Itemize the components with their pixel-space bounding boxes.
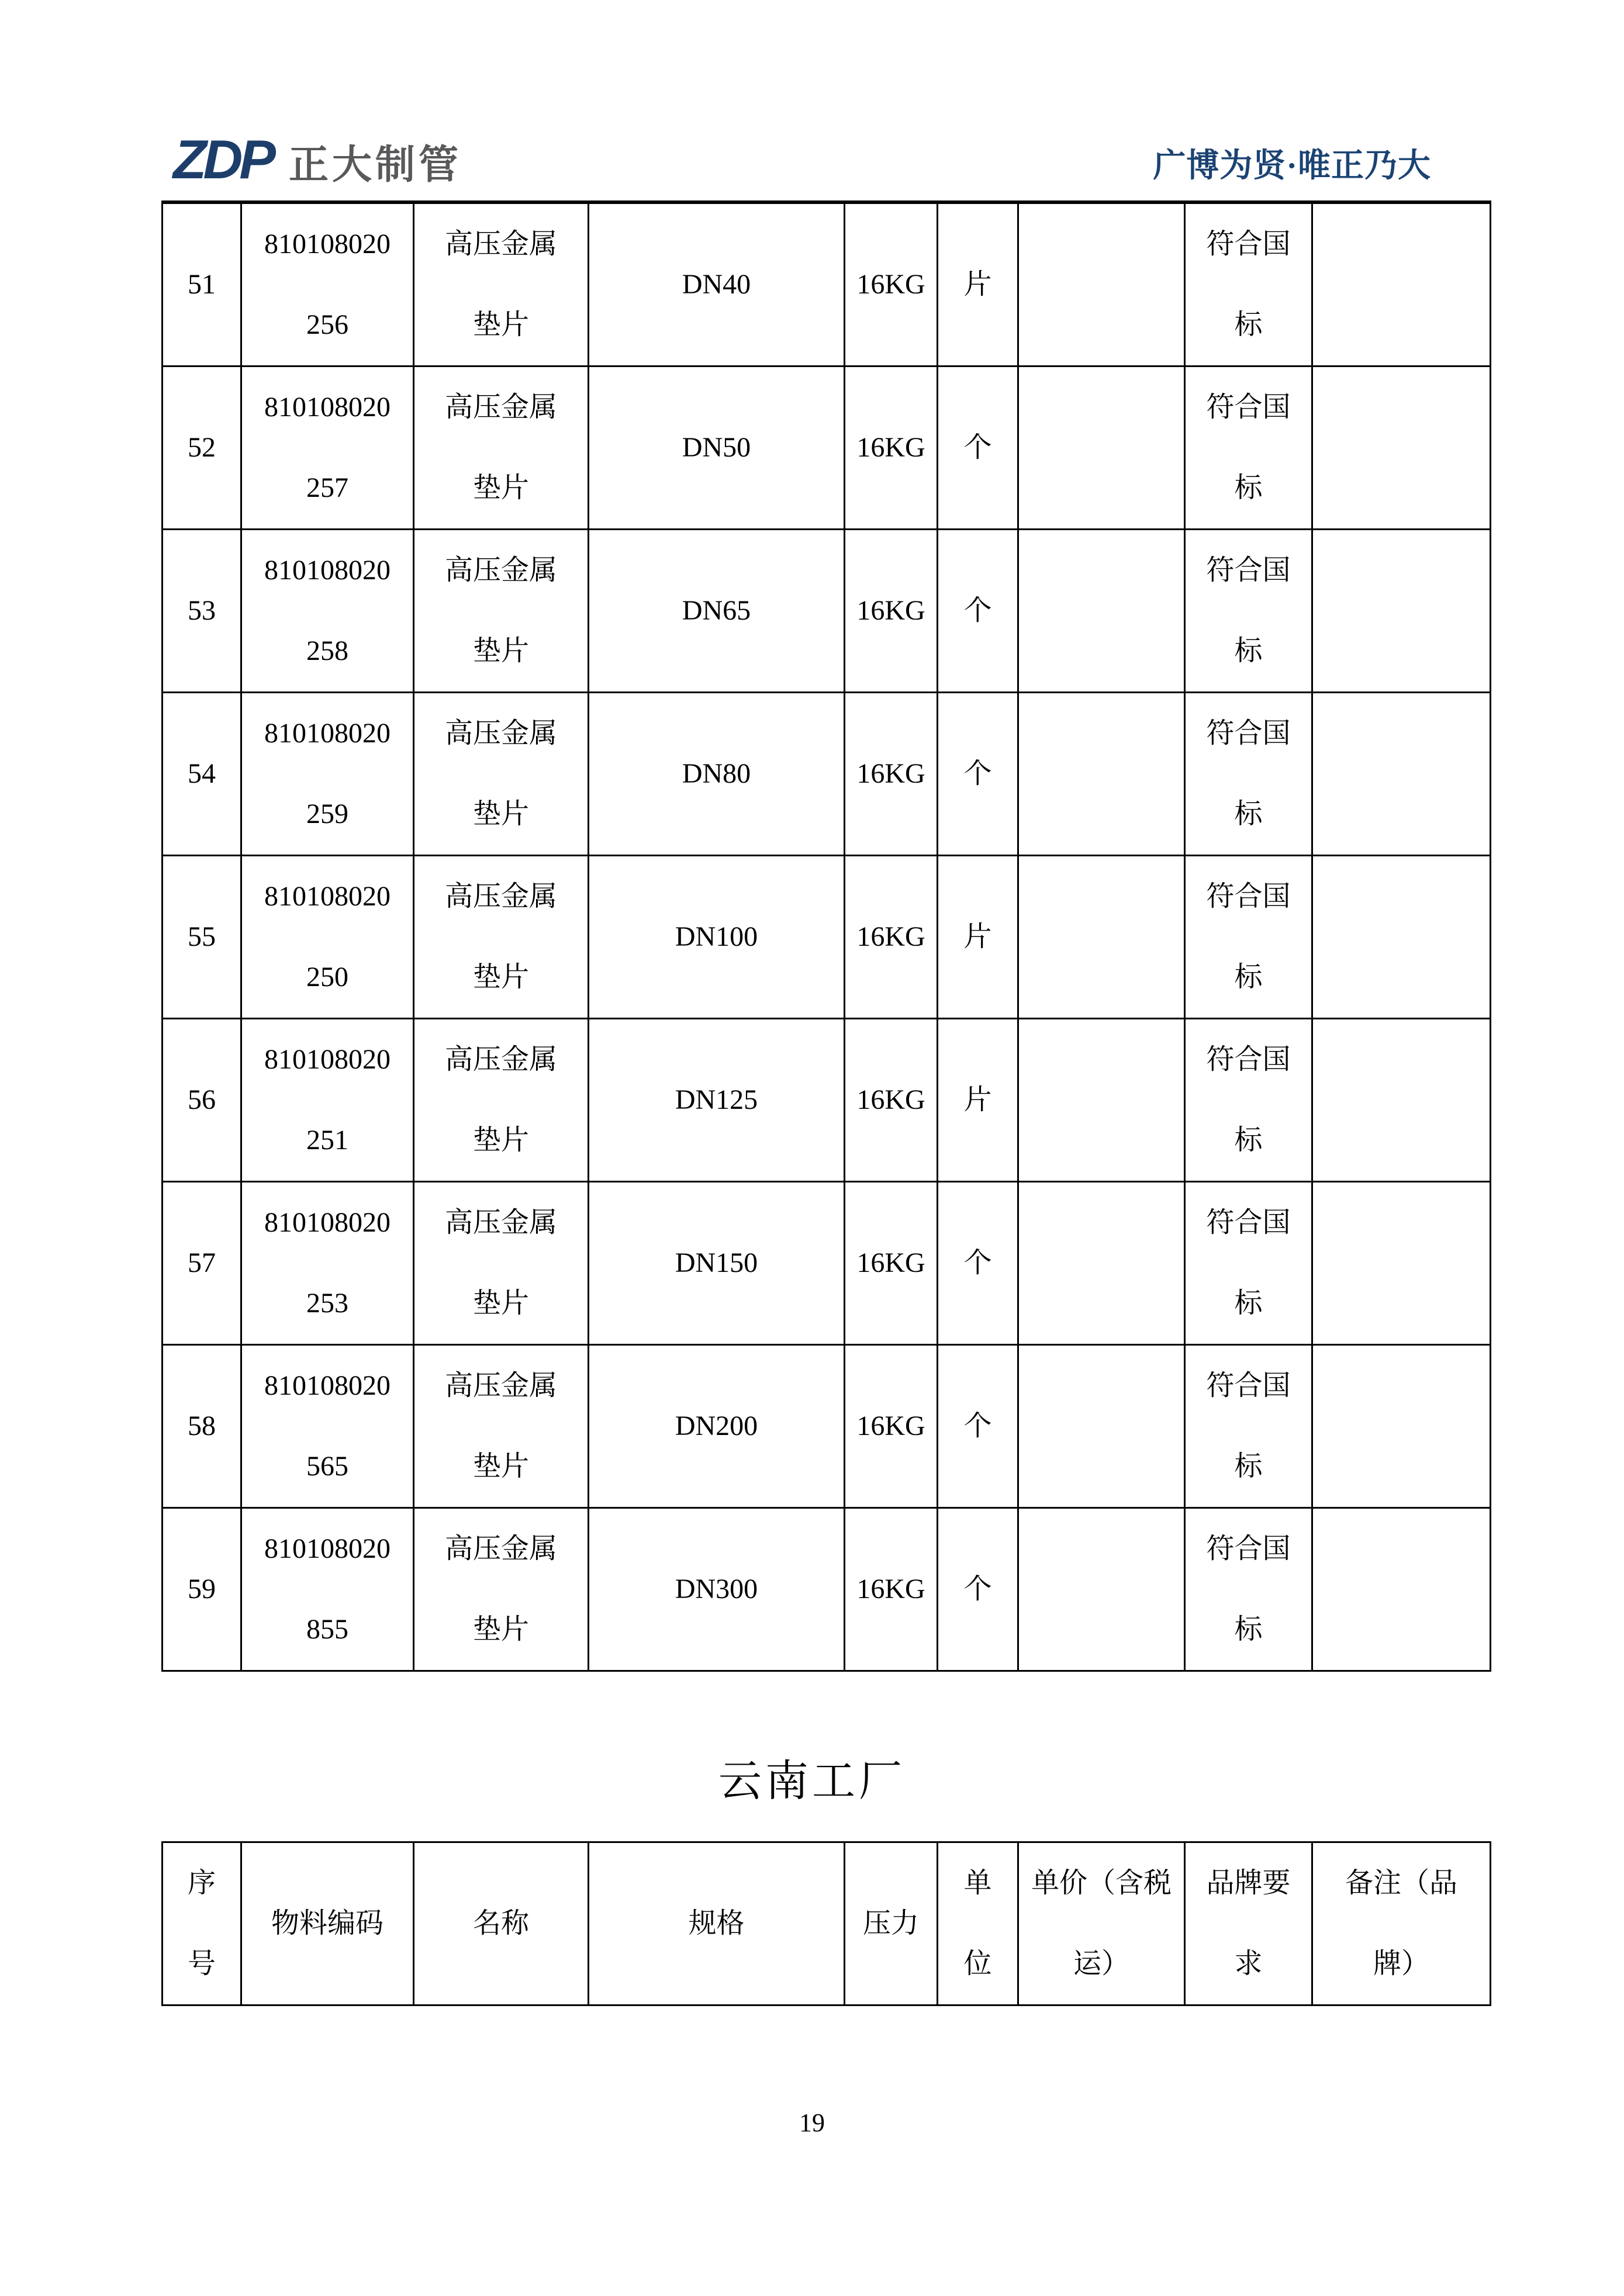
cell-name: 高压金属 垫片 bbox=[414, 366, 589, 530]
cell-unit-price bbox=[1018, 856, 1185, 1019]
cell-spec: DN125 bbox=[589, 1019, 845, 1182]
cell-note bbox=[1312, 1345, 1491, 1508]
table-row bbox=[163, 1182, 1491, 1345]
cell-seq: 56 bbox=[163, 1019, 241, 1182]
cell-note bbox=[1312, 1508, 1491, 1671]
cell-unit: 片 bbox=[938, 202, 1018, 366]
logo-zdp-mark: ZDP bbox=[173, 129, 272, 190]
cell-brand-requirement: 符合国 标 bbox=[1185, 366, 1312, 530]
yunnan-table-header bbox=[161, 1841, 1491, 2006]
cell-material-code: 810108020 253 bbox=[241, 1182, 414, 1345]
table-row bbox=[163, 1345, 1491, 1508]
cell-brand-requirement: 符合国 标 bbox=[1185, 202, 1312, 366]
cell-pressure: 16KG bbox=[845, 856, 938, 1019]
cell-unit: 个 bbox=[938, 1508, 1018, 1671]
cell-material-code: 810108020 258 bbox=[241, 530, 414, 693]
cell-material-code: 810108020 855 bbox=[241, 1508, 414, 1671]
cell-unit-price bbox=[1018, 693, 1185, 856]
cell-spec: DN40 bbox=[589, 202, 845, 366]
header-unit-price: 单价（含税 运） bbox=[1018, 1842, 1185, 2005]
cell-unit-price bbox=[1018, 1508, 1185, 1671]
cell-name: 高压金属 垫片 bbox=[414, 693, 589, 856]
cell-material-code: 810108020 251 bbox=[241, 1019, 414, 1182]
cell-material-code: 810108020 565 bbox=[241, 1345, 414, 1508]
cell-spec: DN80 bbox=[589, 693, 845, 856]
header-seq: 序 号 bbox=[163, 1842, 241, 2005]
table-row bbox=[163, 202, 1491, 366]
cell-seq: 51 bbox=[163, 202, 241, 366]
company-logo bbox=[173, 129, 462, 190]
materials-table-body bbox=[163, 202, 1491, 1671]
header-pressure: 压力 bbox=[845, 1842, 938, 2005]
cell-unit: 片 bbox=[938, 856, 1018, 1019]
cell-unit-price bbox=[1018, 530, 1185, 693]
cell-brand-requirement: 符合国 标 bbox=[1185, 1019, 1312, 1182]
cell-seq: 59 bbox=[163, 1508, 241, 1671]
cell-unit: 个 bbox=[938, 530, 1018, 693]
cell-pressure: 16KG bbox=[845, 530, 938, 693]
cell-brand-requirement: 符合国 标 bbox=[1185, 856, 1312, 1019]
cell-seq: 57 bbox=[163, 1182, 241, 1345]
cell-name: 高压金属 垫片 bbox=[414, 856, 589, 1019]
cell-note bbox=[1312, 530, 1491, 693]
cell-spec: DN300 bbox=[589, 1508, 845, 1671]
cell-seq: 52 bbox=[163, 366, 241, 530]
header-spec: 规格 bbox=[589, 1842, 845, 2005]
cell-name: 高压金属 垫片 bbox=[414, 1019, 589, 1182]
cell-brand-requirement: 符合国 标 bbox=[1185, 1508, 1312, 1671]
cell-pressure: 16KG bbox=[845, 202, 938, 366]
cell-pressure: 16KG bbox=[845, 693, 938, 856]
cell-name: 高压金属 垫片 bbox=[414, 1182, 589, 1345]
cell-material-code: 810108020 257 bbox=[241, 366, 414, 530]
cell-name: 高压金属 垫片 bbox=[414, 1508, 589, 1671]
cell-name: 高压金属 垫片 bbox=[414, 530, 589, 693]
table-row bbox=[163, 856, 1491, 1019]
cell-pressure: 16KG bbox=[845, 1345, 938, 1508]
cell-unit-price bbox=[1018, 202, 1185, 366]
table-row bbox=[163, 1019, 1491, 1182]
cell-spec: DN65 bbox=[589, 530, 845, 693]
cell-unit: 个 bbox=[938, 1345, 1018, 1508]
header-row bbox=[163, 1842, 1491, 2005]
cell-spec: DN50 bbox=[589, 366, 845, 530]
cell-note bbox=[1312, 366, 1491, 530]
table-row bbox=[163, 366, 1491, 530]
cell-unit-price bbox=[1018, 1019, 1185, 1182]
cell-seq: 53 bbox=[163, 530, 241, 693]
company-slogan: 广博为贤·唯正乃大 bbox=[1153, 148, 1431, 184]
cell-seq: 54 bbox=[163, 693, 241, 856]
cell-seq: 58 bbox=[163, 1345, 241, 1508]
cell-unit: 个 bbox=[938, 693, 1018, 856]
cell-note bbox=[1312, 1182, 1491, 1345]
header-note: 备注（品 牌） bbox=[1312, 1842, 1491, 2005]
cell-seq: 55 bbox=[163, 856, 241, 1019]
header-unit: 单 位 bbox=[938, 1842, 1018, 2005]
header-name: 名称 bbox=[414, 1842, 589, 2005]
cell-note bbox=[1312, 856, 1491, 1019]
cell-material-code: 810108020 256 bbox=[241, 202, 414, 366]
cell-note bbox=[1312, 202, 1491, 366]
header-material-code: 物料编码 bbox=[241, 1842, 414, 2005]
cell-unit-price bbox=[1018, 1345, 1185, 1508]
cell-unit: 个 bbox=[938, 1182, 1018, 1345]
cell-pressure: 16KG bbox=[845, 366, 938, 530]
cell-spec: DN100 bbox=[589, 856, 845, 1019]
table-row bbox=[163, 1508, 1491, 1671]
cell-brand-requirement: 符合国 标 bbox=[1185, 1345, 1312, 1508]
cell-name: 高压金属 垫片 bbox=[414, 1345, 589, 1508]
header-brand-requirement: 品牌要 求 bbox=[1185, 1842, 1312, 2005]
cell-pressure: 16KG bbox=[845, 1182, 938, 1345]
cell-unit: 个 bbox=[938, 366, 1018, 530]
cell-note bbox=[1312, 693, 1491, 856]
cell-brand-requirement: 符合国 标 bbox=[1185, 693, 1312, 856]
cell-brand-requirement: 符合国 标 bbox=[1185, 530, 1312, 693]
materials-table bbox=[161, 200, 1491, 1672]
logo-company-name: 正大制管 bbox=[289, 143, 462, 187]
cell-brand-requirement: 符合国 标 bbox=[1185, 1182, 1312, 1345]
cell-name: 高压金属 垫片 bbox=[414, 202, 589, 366]
cell-note bbox=[1312, 1019, 1491, 1182]
cell-material-code: 810108020 250 bbox=[241, 856, 414, 1019]
cell-unit: 片 bbox=[938, 1019, 1018, 1182]
cell-pressure: 16KG bbox=[845, 1508, 938, 1671]
cell-pressure: 16KG bbox=[845, 1019, 938, 1182]
cell-unit-price bbox=[1018, 366, 1185, 530]
cell-unit-price bbox=[1018, 1182, 1185, 1345]
cell-spec: DN150 bbox=[589, 1182, 845, 1345]
table-row bbox=[163, 530, 1491, 693]
section-title-yunnan-factory: 云南工厂 bbox=[718, 1758, 906, 1806]
table-row bbox=[163, 693, 1491, 856]
cell-spec: DN200 bbox=[589, 1345, 845, 1508]
cell-material-code: 810108020 259 bbox=[241, 693, 414, 856]
page-number: 19 bbox=[799, 2108, 825, 2137]
